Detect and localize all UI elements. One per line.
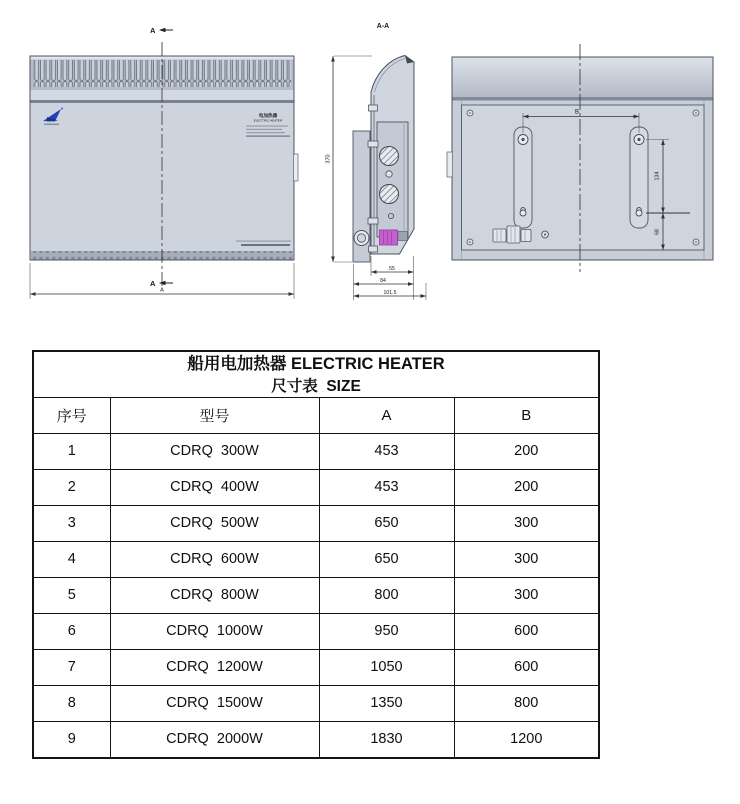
cell-model: CDRQ 1200W: [110, 649, 319, 685]
cell-b: 200: [454, 433, 599, 469]
table-subtitle: 尺寸表 SIZE: [271, 377, 361, 395]
table-row: [33, 433, 599, 469]
cell-model: CDRQ 800W: [110, 577, 319, 613]
corner-screw: [693, 110, 699, 116]
table-title-row: [33, 351, 599, 397]
nameplate-spec-line: [246, 126, 288, 127]
cell-index: 3: [33, 505, 110, 541]
cell-index: 1: [33, 433, 110, 469]
back-view: [447, 44, 713, 272]
ground-screw: [542, 231, 549, 238]
nameplate-title-en: ELECTRIC HEATER: [253, 118, 283, 123]
hole-spacing-label: 134: [654, 171, 661, 181]
small-fitting: [386, 171, 392, 177]
section-depth-dimensions: [354, 256, 427, 300]
back-top-band: [453, 58, 713, 98]
back-band-divider: [453, 97, 713, 101]
cell-index: 4: [33, 541, 110, 577]
table-row: [33, 469, 599, 505]
cell-b: 600: [454, 613, 599, 649]
section-view-title: A-A: [376, 23, 390, 30]
technical-drawing: [0, 0, 740, 335]
cell-model: CDRQ 1000W: [110, 613, 319, 649]
cell-b: 600: [454, 649, 599, 685]
mounting-tab: [368, 141, 378, 147]
corner-screw: [467, 110, 473, 116]
depth-dim-inner-label: 55: [389, 265, 395, 272]
cell-a: 800: [319, 577, 454, 613]
side-switch-handle: [294, 154, 299, 181]
bottom-offset-label: 68: [654, 229, 661, 235]
cell-index: 2: [33, 469, 110, 505]
cell-model: CDRQ 500W: [110, 505, 319, 541]
depth-dim-mid-label: 84: [380, 277, 386, 284]
cell-b: 200: [454, 469, 599, 505]
table-row: [33, 613, 599, 649]
bracket-spacing-label: B: [574, 109, 580, 116]
mounting-bracket-left: [514, 127, 532, 228]
cell-model: CDRQ 2000W: [110, 721, 319, 758]
section-label-bottom: A: [150, 279, 156, 288]
cell-index: 8: [33, 685, 110, 721]
nameplate-spec-line: [246, 132, 285, 133]
section-view-aa: [326, 23, 427, 300]
side-switch-handle-back: [447, 152, 453, 177]
table-row: [33, 685, 599, 721]
heater-core: [377, 122, 408, 237]
table-title: 船用电加热器 ELECTRIC HEATER: [187, 355, 445, 373]
cell-b: 300: [454, 577, 599, 613]
size-table: [32, 350, 600, 759]
cell-a: 650: [319, 505, 454, 541]
corner-screw: [693, 239, 699, 245]
cell-b: 800: [454, 685, 599, 721]
section-arrow-top: [150, 26, 173, 35]
cell-b: 300: [454, 541, 599, 577]
back-panel: [462, 105, 705, 250]
cell-a: 1050: [319, 649, 454, 685]
section-label-top: A: [150, 26, 156, 35]
front-view: [30, 26, 298, 299]
heating-element-tube: [380, 185, 399, 204]
cell-index: 6: [33, 613, 110, 649]
depth-dim-overall-label: 101.5: [383, 289, 397, 296]
cell-b: 300: [454, 505, 599, 541]
cell-a: 1830: [319, 721, 454, 758]
nameplate-spec-line: [246, 135, 290, 136]
col-header-a: A: [319, 397, 454, 433]
col-header-b: B: [454, 397, 599, 433]
table-row: [33, 649, 599, 685]
cell-index: 5: [33, 577, 110, 613]
col-header-index: 序号: [33, 397, 110, 433]
cell-a: 453: [319, 433, 454, 469]
cell-model: CDRQ 300W: [110, 433, 319, 469]
mounting-tab: [369, 246, 378, 252]
cell-a: 453: [319, 469, 454, 505]
nameplate-spec-line: [246, 129, 282, 130]
col-header-model: 型号: [110, 397, 319, 433]
cell-index: 7: [33, 649, 110, 685]
mounting-bracket-right: [630, 127, 648, 228]
cell-b: 1200: [454, 721, 599, 758]
cell-model: CDRQ 400W: [110, 469, 319, 505]
mounting-tab: [369, 105, 378, 111]
mounting-tab: [368, 218, 378, 224]
table-header-row: [33, 397, 599, 433]
corner-screw: [467, 239, 473, 245]
nameplate-title-cn: 电加热器: [258, 113, 278, 118]
table-row: [33, 577, 599, 613]
cell-a: 950: [319, 613, 454, 649]
front-width-dim-label: A: [160, 287, 164, 294]
cell-a: 650: [319, 541, 454, 577]
cell-a: 1350: [319, 685, 454, 721]
cell-model: CDRQ 1500W: [110, 685, 319, 721]
table-row: [33, 721, 599, 758]
table-row: [33, 505, 599, 541]
height-dim-label: 370: [325, 154, 332, 164]
heating-element-tube: [380, 147, 399, 166]
cell-model: CDRQ 600W: [110, 541, 319, 577]
table-row: [33, 541, 599, 577]
cell-index: 9: [33, 721, 110, 758]
cable-entry-gland: [354, 231, 369, 246]
table-title-cell: [33, 351, 599, 397]
